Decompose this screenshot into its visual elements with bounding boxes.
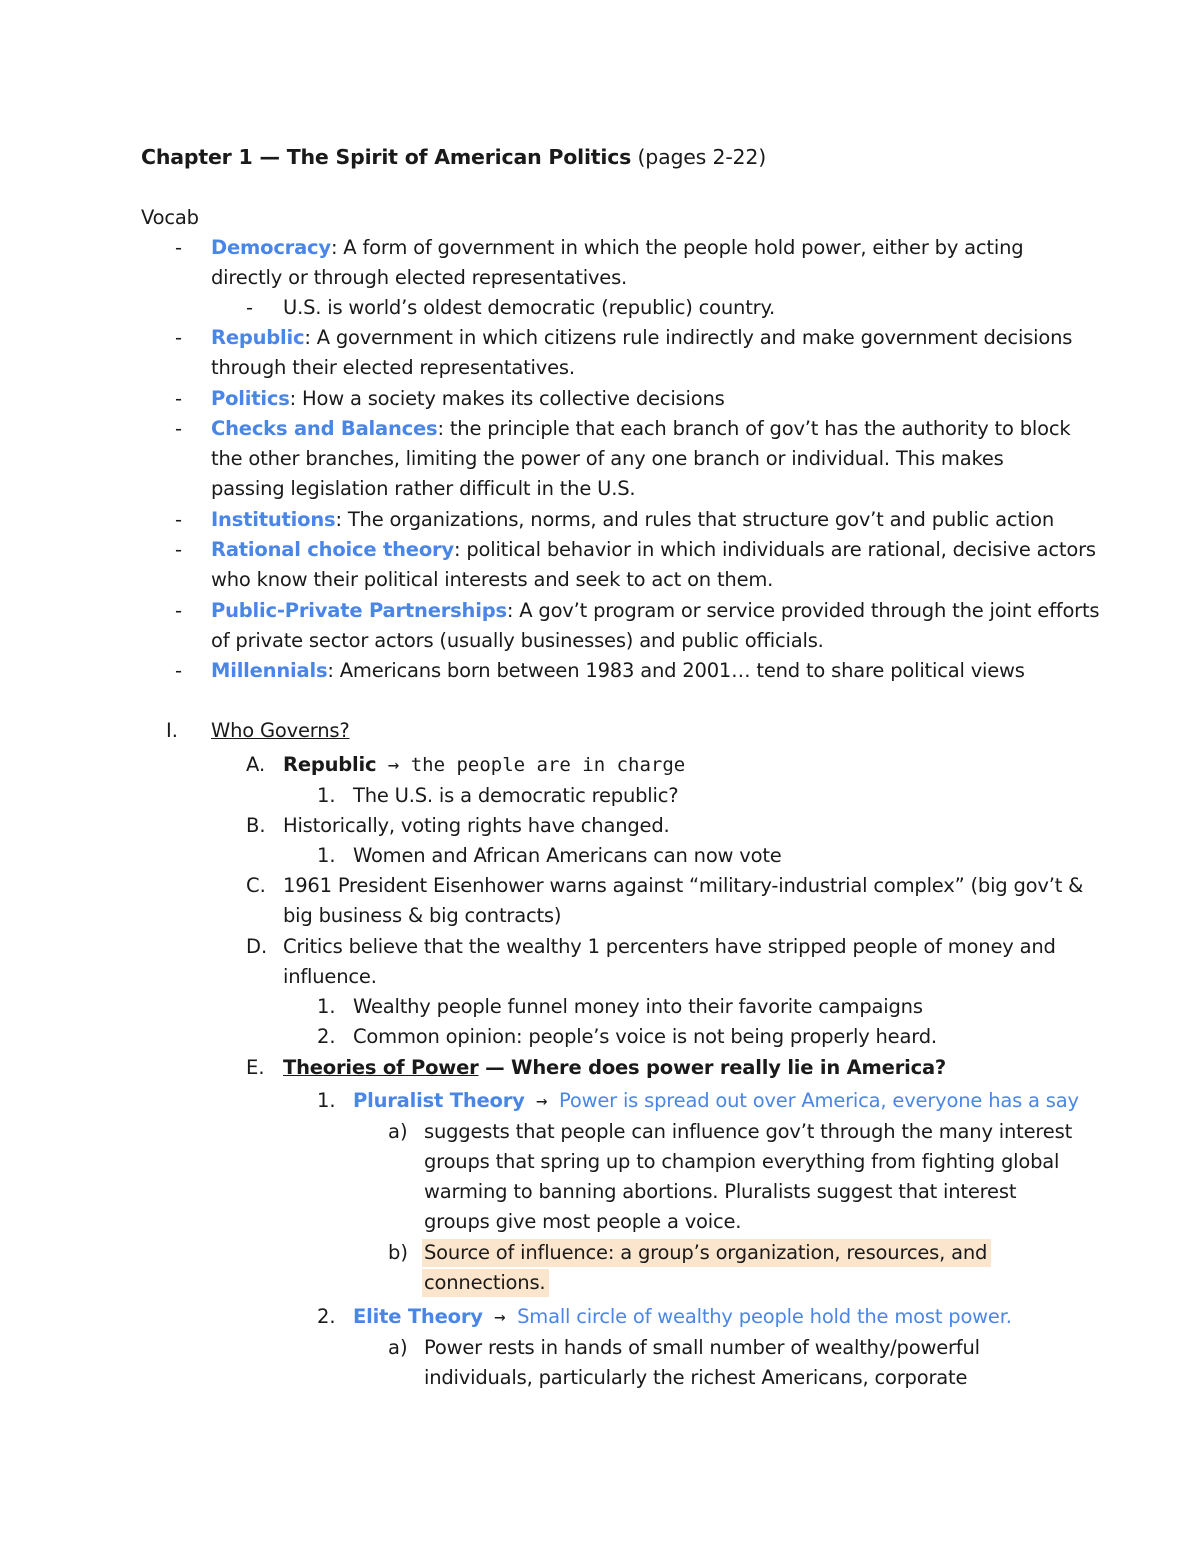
chapter-title-main: Chapter 1 — The Spirit of American Politics [141,145,632,169]
outline-item-e [283,1053,946,1083]
outline-item-b: Historically, voting rights have changed. [283,814,670,837]
outline-marker: 2. [317,1305,336,1328]
highlighted-text: connections. [422,1269,549,1297]
outline-marker: B. [246,814,266,837]
vocab-term: Politics [211,387,290,410]
outline-marker: 1. [317,995,336,1018]
outline-item-b1: Women and African Americans can now vote [353,844,782,867]
bullet-dash: - [175,387,183,410]
chapter-pages: (pages 2-22) [631,145,767,169]
arrow: → [482,1306,518,1328]
vocab-item-checks-and-balances [211,414,1070,444]
vocab-term: Millennials [211,659,328,682]
outline-bold-term: Republic [283,753,377,776]
vocab-definition: : The organizations, norms, and rules that structure gov’t and public action [335,508,1054,531]
vocab-definition-cont: through their elected representatives. [211,356,575,379]
outline-item-c-cont: big business & big contracts) [283,904,562,927]
vocab-heading: Vocab [141,206,199,229]
bullet-dash: - [175,508,183,531]
outline-item-pluralist [353,1086,1079,1116]
vocab-item-millennials [211,656,1025,686]
outline-marker: 1. [317,844,336,867]
outline-marker: a) [388,1120,408,1143]
bullet-dash: - [175,236,183,259]
vocab-definition-cont: who know their political interests and seek to act on them. [211,568,774,591]
vocab-definition: : A government in which citizens rule indirectly and make government decisions [304,326,1073,349]
vocab-term: Republic [211,326,305,349]
vocab-definition: : the principle that each branch of gov’t has the authority to block [437,417,1071,440]
vocab-definition-cont: passing legislation rather difficult in the U.S. [211,477,636,500]
outline-item-e1b-cont [424,1268,549,1298]
bullet-dash: - [246,296,254,319]
theory-term: Elite Theory [353,1305,483,1328]
outline-item-a [283,750,685,780]
outline-item-e2a-cont: individuals, particularly the richest Americans, corporate [424,1366,968,1389]
bullet-dash: - [175,659,183,682]
outline-item-e1b [424,1238,991,1268]
vocab-item-politics [211,384,725,414]
theory-summary: Small circle of wealthy people hold the most power. [517,1305,1012,1328]
theory-term: Pluralist Theory [353,1089,525,1112]
outline-marker: I. [166,719,178,742]
bullet-dash: - [175,599,183,622]
vocab-definition: : political behavior in which individuals are rational, decisive actors [453,538,1096,561]
vocab-definition-cont: directly or through elected representatives. [211,266,628,289]
outline-item-e1a-cont: groups give most people a voice. [424,1210,742,1233]
outline-item-d2: Common opinion: people’s voice is not being properly heard. [353,1025,937,1048]
vocab-definition-cont: of private sector actors (usually businesses) and public officials. [211,629,824,652]
vocab-definition: : Americans born between 1983 and 2001… tend to share political views [327,659,1025,682]
bullet-dash: - [175,417,183,440]
vocab-item-democracy [211,233,1023,263]
outline-marker: 1. [317,1089,336,1112]
highlighted-text: Source of influence: a group’s organization, resources, and [422,1239,991,1267]
outline-item-a1: The U.S. is a democratic republic? [353,784,679,807]
outline-marker: A. [246,753,266,776]
vocab-definition: : A gov’t program or service provided through the joint efforts [506,599,1100,622]
outline-item-e1a-cont: groups that spring up to champion everything from fighting global [424,1150,1060,1173]
outline-item-elite [353,1302,1012,1332]
chapter-title [141,142,766,172]
vocab-term: Institutions [211,508,336,531]
outline-marker: D. [246,935,268,958]
outline-marker: 1. [317,784,336,807]
outline-item-e2a: Power rests in hands of small number of wealthy/powerful [424,1336,980,1359]
outline-item-d1: Wealthy people funnel money into their favorite campaigns [353,995,923,1018]
bullet-dash: - [175,326,183,349]
bullet-dash: - [175,538,183,561]
vocab-item-rational-choice [211,535,1096,565]
outline-item-c: 1961 President Eisenhower warns against “military-industrial complex” (big gov’t & [283,874,1084,897]
vocab-definition-cont: the other branches, limiting the power of any one branch or individual. This makes [211,447,1004,470]
outline-item-e1a-cont: warming to banning abortions. Pluralists suggest that interest [424,1180,1017,1203]
vocab-item-institutions [211,505,1054,535]
section-heading-who-governs: Who Governs? [211,719,350,742]
vocab-item-public-private [211,596,1099,626]
outline-marker: E. [246,1056,265,1079]
arrow: → [524,1090,559,1112]
theories-of-power-question: — Where does power really lie in America? [478,1056,947,1079]
outline-marker: C. [246,874,266,897]
vocab-term: Rational choice theory [211,538,454,561]
outline-item-e1a: suggests that people can influence gov’t through the many interest [424,1120,1073,1143]
outline-marker: a) [388,1336,408,1359]
outline-item-d-cont: influence. [283,965,377,988]
theory-summary: Power is spread out over America, everyone has a say [558,1089,1079,1112]
vocab-sub-note: U.S. is world’s oldest democratic (republic) country. [283,296,776,319]
vocab-term: Democracy [211,236,331,259]
theories-of-power-heading: Theories of Power [283,1056,479,1079]
vocab-term: Public-Private Partnerships [211,599,507,622]
handwritten-note: → the people are in charge [376,754,686,776]
outline-marker: b) [388,1241,408,1264]
outline-item-d: Critics believe that the wealthy 1 percenters have stripped people of money and [283,935,1056,958]
vocab-definition: : How a society makes its collective decisions [289,387,725,410]
vocab-item-republic [211,323,1072,353]
outline-marker: 2. [317,1025,336,1048]
vocab-definition: : A form of government in which the people hold power, either by acting [330,236,1024,259]
vocab-term: Checks and Balances [211,417,438,440]
